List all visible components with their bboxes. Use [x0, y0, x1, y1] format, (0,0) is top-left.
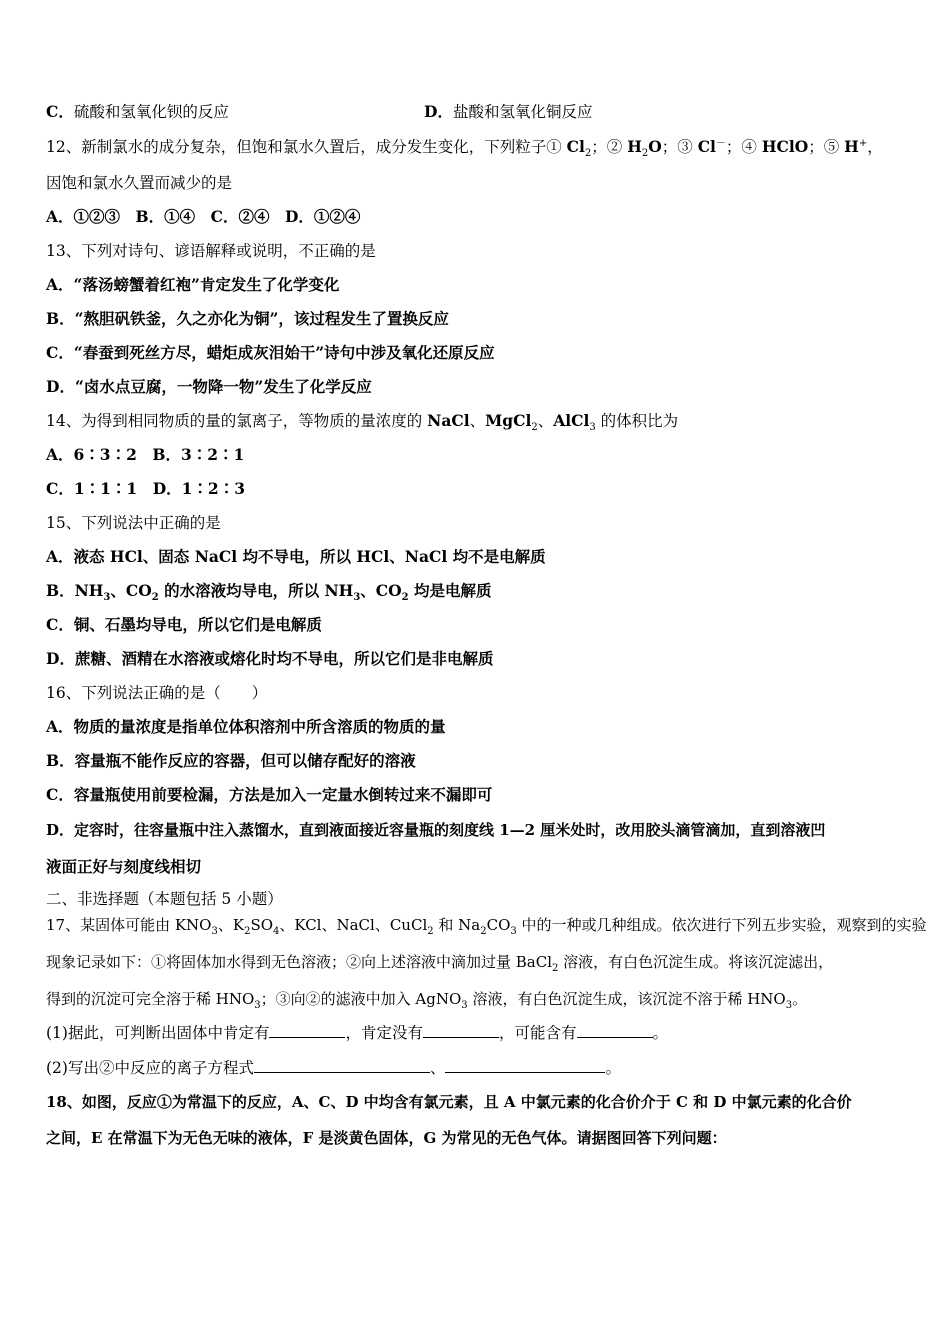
q13-stem: 13、下列对诗句、谚语解释或说明，不正确的是	[46, 242, 376, 260]
q17-l3-s3: 3	[785, 1000, 793, 1011]
section2-title: 二、非选择题（本题包括 5 小题）	[46, 890, 283, 908]
q17-p1-c: ，可能含有	[498, 1024, 577, 1042]
q17-l1-s5: 2	[480, 926, 487, 937]
q17-p1-d: 。	[652, 1024, 669, 1042]
q15-b-s3: 3	[353, 592, 361, 604]
q14-options-ab: A．6∶3∶2 B．3∶2∶1	[46, 445, 245, 464]
q14-sep1: 、	[469, 412, 486, 430]
q12-cl2-sub: 2	[584, 148, 592, 160]
q15-b-p5: 均是电解质	[408, 581, 492, 600]
q12-cl-minus: Cl	[697, 137, 716, 156]
q14-stem-prefix: 14、为得到相同物质的量的氯离子，等物质的量浓度的	[46, 412, 428, 430]
q17-l1-s6: 3	[510, 926, 517, 937]
q15-option-d: D．蔗糖、酒精在水溶液或熔化时均不导电，所以它们是非电解质	[46, 649, 494, 668]
q15-b-p2: 、CO	[110, 581, 152, 600]
q14-stem	[46, 411, 910, 434]
q12-h-plus: H	[844, 137, 859, 156]
q18-line2: 之间，E 在常温下为无色无味的液体，F 是淡黄色固体，G 为常见的无色气体。请据图回答下列问题：	[46, 1129, 727, 1147]
q17-line3	[46, 989, 910, 1009]
q12-sep2: ；③	[661, 138, 698, 156]
q14-stem-suffix: 的体积比为	[595, 412, 679, 430]
q16-option-d-line1: D．定容时，往容量瓶中注入蒸馏水，直到液面接近容量瓶的刻度线 1—2 厘米处时，改用胶头滴管滴加，直到溶液凹	[46, 821, 826, 839]
q12-cl2: Cl	[566, 137, 585, 156]
q12-sep1: ；②	[591, 138, 628, 156]
q11-option-c: 硫酸和氢氧化钡的反应	[73, 103, 229, 121]
q16-option-c: C．容量瓶使用前要检漏，方法是加入一定量水倒转过来不漏即可	[46, 785, 493, 804]
q17-l1-s1: 3	[211, 926, 218, 937]
q17-l1-s2: 2	[244, 926, 251, 937]
q11-options-row	[46, 102, 910, 122]
q13-option-b: B．“熬胆矾铁釜，久之亦化为铜”，该过程发生了置换反应	[46, 309, 449, 328]
q17-l1-s3: 4	[273, 926, 280, 937]
q14-options-cd: C．1∶1∶1 D．1∶2∶3	[46, 479, 245, 498]
q15-b-p4: 、CO	[360, 581, 402, 600]
q17-p2-b: 、	[429, 1059, 446, 1077]
q12-h2o-h: H	[627, 137, 642, 156]
q13-option-d: D．“卤水点豆腐，一物降一物”发生了化学反应	[46, 377, 372, 396]
q17-part2	[46, 1058, 910, 1078]
q15-option-c: C．铜、石墨均导电，所以它们是电解质	[46, 615, 322, 634]
q12-options: A．①②③ B．①④ C．②④ D．①②④	[46, 207, 361, 226]
q17-l3-p4: 。	[792, 990, 808, 1008]
q17-l1-p3: SO	[250, 916, 274, 934]
q15-option-a: A．液态 HCl、固态 NaCl 均不导电，所以 HCl、NaCl 均不是电解质	[46, 547, 546, 566]
q11-option-d: 盐酸和氢氧化铜反应	[452, 103, 593, 121]
q17-line2	[46, 952, 910, 972]
q17-l3-p2: ；③向②的滤液中加入 AgNO	[260, 990, 462, 1008]
q11-option-c-label: C．	[46, 102, 74, 121]
q17-part1	[46, 1023, 910, 1043]
q12-stem-line2: 因饱和氯水久置而减少的是	[46, 174, 233, 192]
q17-l1-p5: 和 Na	[433, 916, 481, 934]
q18-line1: 18、如图，反应①为常温下的反应，A、C、D 中均含有氯元素，且 A 中氯元素的化合价介于 C 和 D 中氯元素的化合价	[46, 1093, 852, 1111]
q11-option-d-label: D．	[424, 102, 453, 121]
q17-blank-possible[interactable]	[577, 1023, 653, 1038]
q12-cl-minus-sup: －	[715, 137, 726, 149]
q15-b-s4: 2	[401, 592, 409, 604]
q16-stem: 16、下列说法正确的是（ ）	[46, 684, 268, 702]
q17-l1-p2: 、K	[217, 916, 245, 934]
q17-l1-p4: 、KCl、NaCl、CuCl	[279, 916, 428, 934]
q12-h-plus-sup: +	[858, 137, 868, 149]
q17-p2-c: 。	[605, 1059, 621, 1077]
q16-option-b: B．容量瓶不能作反应的容器，但可以储存配好的溶液	[46, 751, 416, 770]
q17-l1-p1: 17、某固体可能由 KNO	[46, 916, 212, 934]
q17-blank-certain[interactable]	[269, 1023, 345, 1038]
q13-option-c: C．“春蚕到死丝方尽，蜡炬成灰泪始干”诗句中涉及氧化还原反应	[46, 343, 495, 362]
q12-sep3: ；④	[725, 138, 762, 156]
q17-l3-p3: 溶液，有白色沉淀生成，该沉淀不溶于稀 HNO	[467, 990, 786, 1008]
q17-blank-equation1[interactable]	[254, 1058, 430, 1073]
q15-b-p1: B．NH	[46, 581, 104, 600]
q15-b-s2: 2	[151, 592, 159, 604]
q16-option-d-line2: 液面正好与刻度线相切	[46, 857, 202, 876]
q15-stem: 15、下列说法中正确的是	[46, 514, 221, 532]
q14-mgcl-sub: 2	[531, 422, 538, 434]
q14-sep2: 、	[537, 412, 554, 430]
q17-l3-p1: 得到的沉淀可完全溶于稀 HNO	[46, 990, 255, 1008]
q13-option-a: A．“落汤螃蟹着红袍”肯定发生了化学变化	[46, 275, 340, 294]
q15-b-p3: 的水溶液均导电，所以 NH	[158, 581, 354, 600]
q17-blank-equation2[interactable]	[445, 1058, 605, 1073]
q17-blank-absent[interactable]	[423, 1023, 499, 1038]
q17-l3-s1: 3	[254, 1000, 261, 1011]
q12-sep4: ；⑤	[808, 138, 845, 156]
q14-alcl: AlCl	[553, 411, 590, 430]
q12-h2o-sub: 2	[641, 148, 649, 160]
q17-p2-a: (2)写出②中反应的离子方程式	[46, 1059, 254, 1077]
q15-option-b	[46, 581, 910, 604]
q17-l2-p2: 溶液，有白色沉淀生成。将该沉淀滤出，	[558, 953, 834, 971]
q14-mgcl: MgCl	[485, 411, 532, 430]
q17-p1-a: (1)据此，可判断出固体中肯定有	[46, 1024, 270, 1042]
q17-p1-b: ，肯定没有	[345, 1024, 423, 1042]
q17-l1-p7: 中的一种或几种组成。依次进行下列五步实验，观察到的实验	[516, 916, 927, 934]
q12-hclo: HClO	[761, 137, 809, 156]
q14-alcl-sub: 3	[589, 422, 596, 434]
q17-l1-p6: CO	[486, 916, 511, 934]
q12-stem-line1	[46, 137, 910, 160]
q17-line1	[46, 915, 927, 937]
q17-l3-s2: 3	[461, 1000, 468, 1011]
q12-stem-prefix: 12、新制氯水的成分复杂，但饱和氯水久置后，成分发生变化，下列粒子①	[46, 138, 567, 156]
q16-option-a: A．物质的量浓度是指单位体积溶剂中所含溶质的物质的量	[46, 717, 446, 736]
q17-l1-s4: 2	[427, 926, 434, 937]
q12-tail: ，	[867, 138, 883, 156]
q12-h2o-o: O	[648, 137, 662, 156]
q17-l2-s1: 2	[552, 963, 559, 974]
q15-b-s1: 3	[103, 592, 111, 604]
q14-nacl: NaCl	[427, 411, 470, 430]
q11-option-d-wrap	[424, 102, 592, 122]
q17-l2-p1: 现象记录如下：①将固体加水得到无色溶液；②向上述溶液中滴加过量 BaCl	[46, 953, 553, 971]
